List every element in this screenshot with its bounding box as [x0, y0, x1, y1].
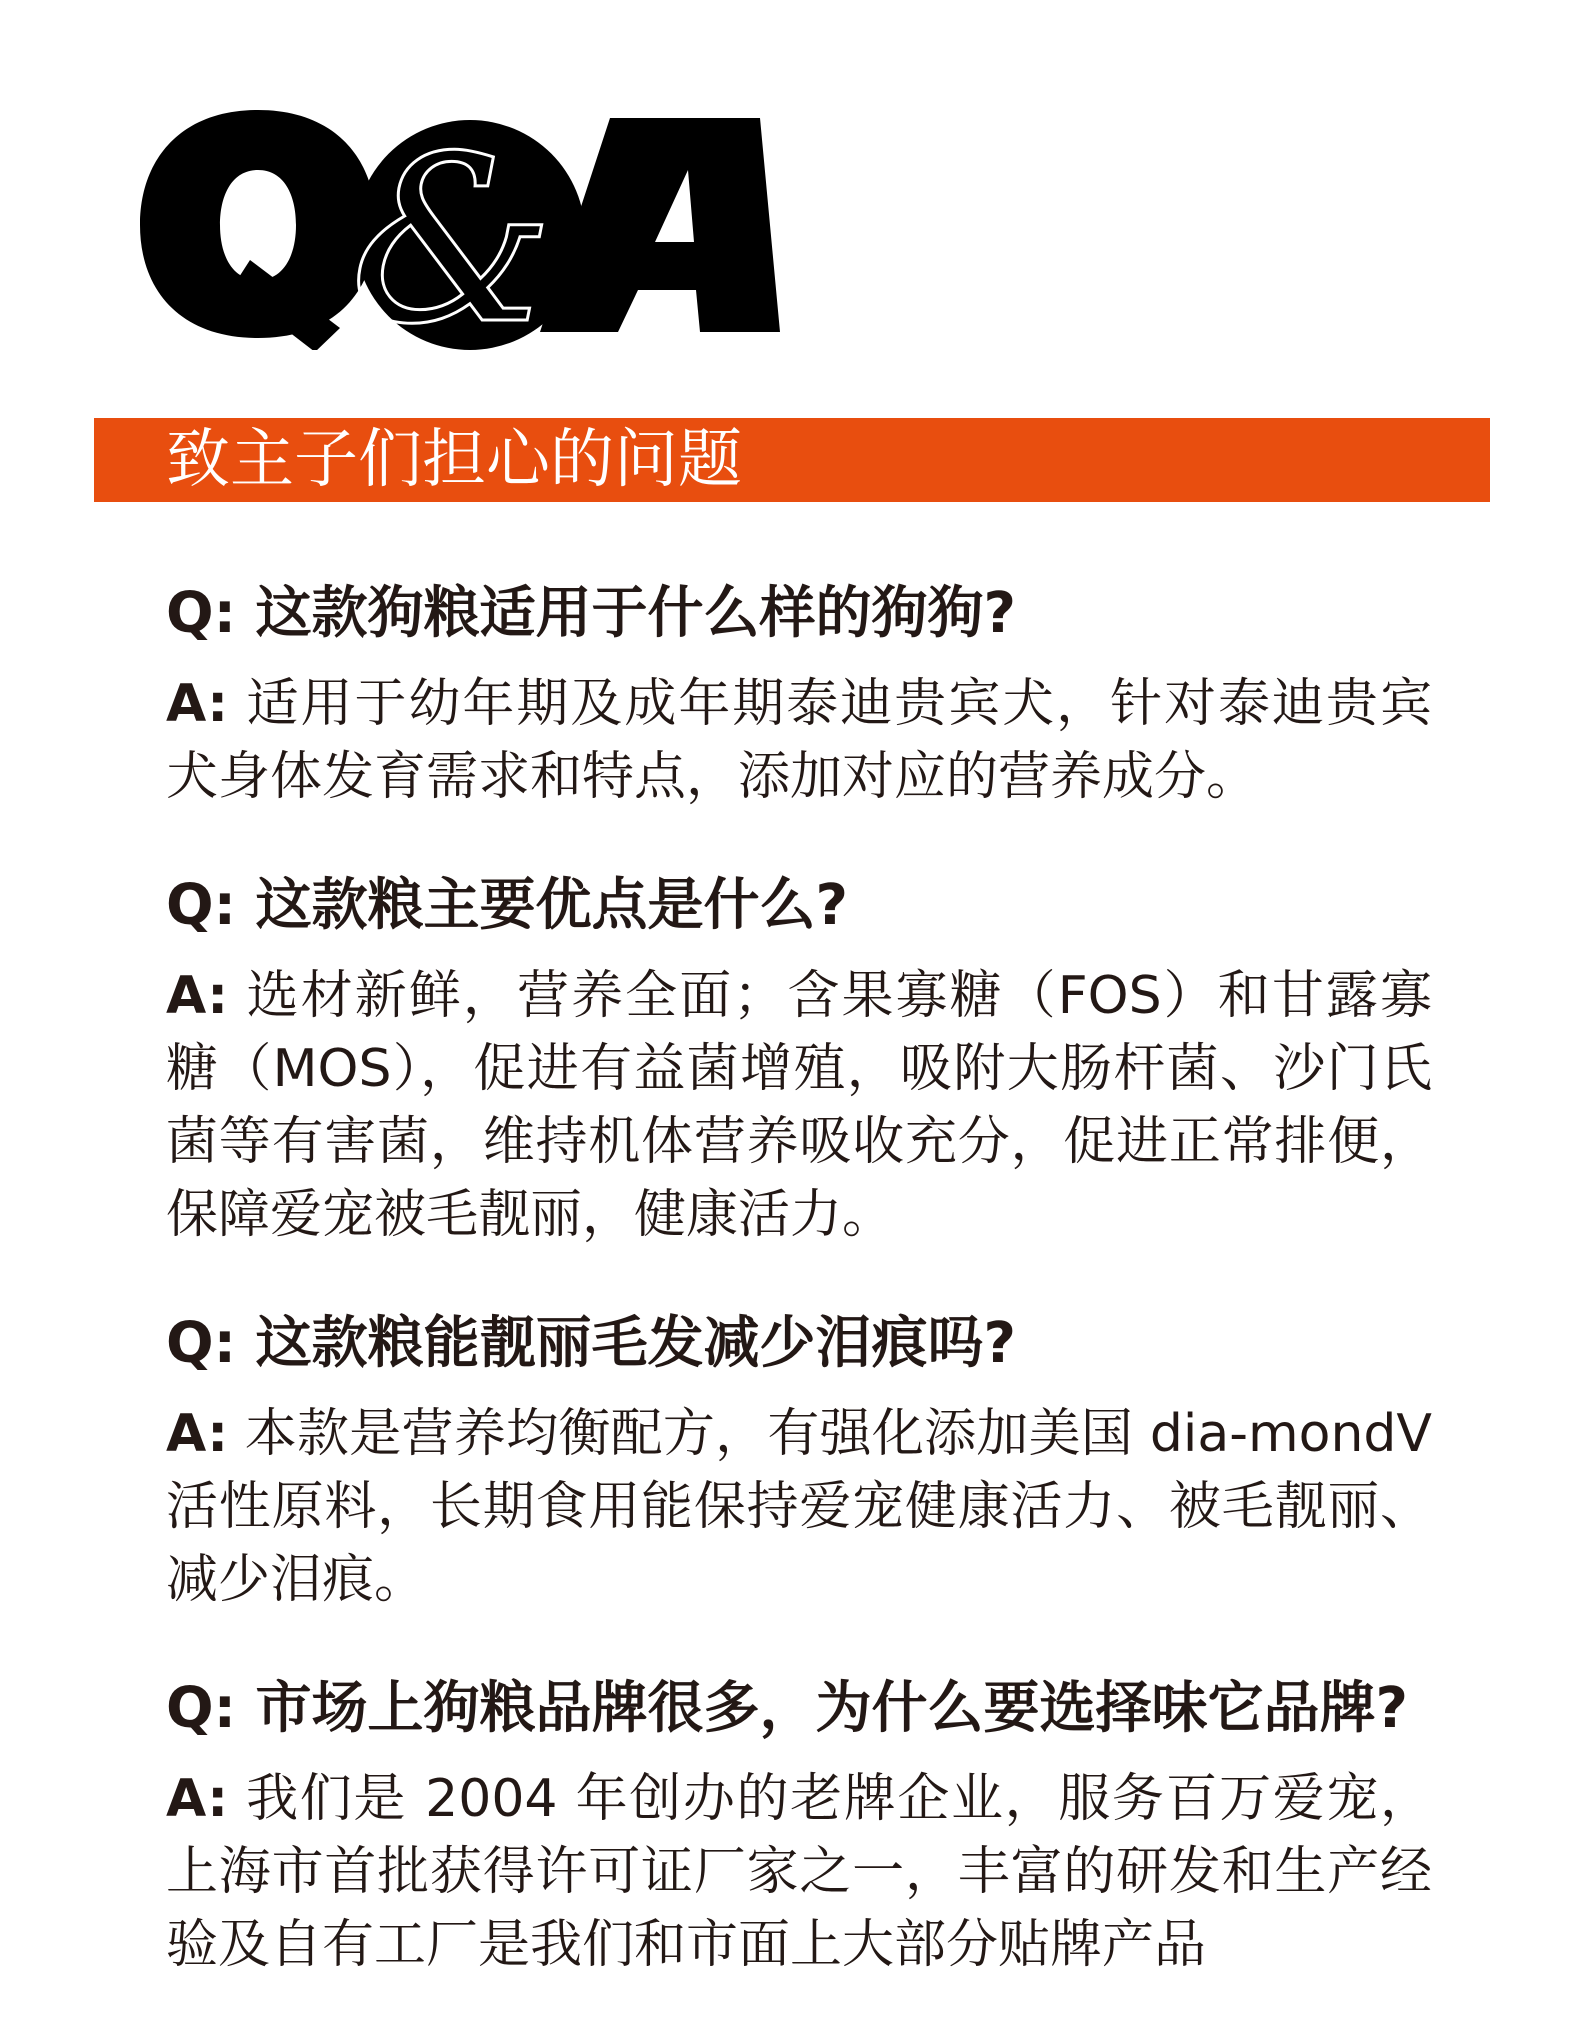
answer-text: 选材新鲜，营养全面；含果寡糖（FOS）和甘露寡糖（MOS），促进有益菌增殖，吸附大肠杆菌、沙门氏菌等有害菌，维持机体营养吸收充分，促进正常排便，保障爱宠被毛靓丽，健康活力。 — [166, 966, 1432, 1245]
question: Q: 市场上狗粮品牌很多，为什么要选择味它品牌? — [166, 1676, 1408, 1741]
qa-item — [166, 1308, 1432, 1617]
answer-prefix: A: — [166, 674, 229, 734]
answer-prefix: A: — [166, 1404, 229, 1464]
banner-title: 致主子们担心的问题 — [166, 423, 742, 497]
answer — [166, 1398, 1432, 1617]
logo-letter-a — [540, 118, 780, 332]
question: Q: 这款狗粮适用于什么样的狗狗? — [166, 581, 1016, 646]
qa-item — [166, 578, 1432, 814]
answer — [166, 960, 1432, 1252]
answer-text: 本款是营养均衡配方，有强化添加美国 dia-mondV 活性原料，长期食用能保持爱宠健康活力、被毛靓丽、减少泪痕。 — [166, 1404, 1432, 1610]
answer-prefix: A: — [166, 1769, 229, 1829]
question: Q: 这款粮能靓丽毛发减少泪痕吗? — [166, 1311, 1016, 1376]
answer — [166, 1763, 1432, 1982]
logo-letter-q — [140, 110, 376, 350]
answer — [166, 668, 1432, 814]
qa-item — [166, 870, 1432, 1252]
logo-ampersand: & — [349, 108, 555, 350]
question: Q: 这款粮主要优点是什么? — [166, 873, 848, 938]
answer-text: 我们是 2004 年创办的老牌企业，服务百万爱宠，上海市首批获得许可证厂家之一，丰富的研发和生产经验及自有工厂是我们和市面上大部分贴牌产品 — [166, 1769, 1432, 1975]
qa-logo — [140, 100, 780, 350]
section-banner — [94, 418, 1490, 502]
qa-list — [166, 578, 1432, 2038]
qa-item — [166, 1673, 1432, 1982]
answer-prefix: A: — [166, 966, 229, 1026]
answer-text: 适用于幼年期及成年期泰迪贵宾犬，针对泰迪贵宾犬身体发育需求和特点，添加对应的营养成分。 — [166, 674, 1432, 807]
